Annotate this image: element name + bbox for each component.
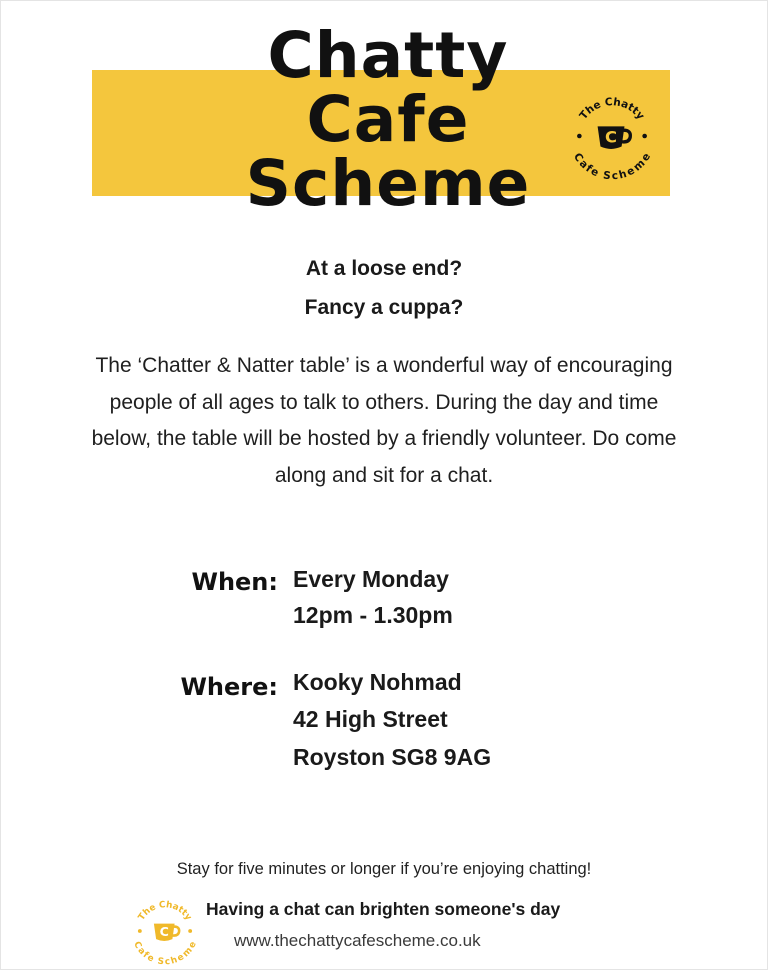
tagline: At a loose end? — [305, 257, 463, 280]
page-title — [200, 19, 576, 220]
cup-icon — [598, 126, 631, 149]
intro-paragraph: The ‘Chatter & Natter table’ is a wonderful way of encouraging people of all ages to talk to others. During the day and time below, the table will be hosted by a friendly volunteer. Do come along and sit for a chat. — [91, 354, 677, 487]
title-line: Scheme — [245, 147, 531, 220]
chatty-cafe-logo-small — [128, 894, 202, 968]
footer-slogan: Having a chat can brighten someone's day — [206, 899, 561, 919]
when-line: Every Monday — [293, 566, 449, 592]
website-link[interactable]: www.thechattycafescheme.co.uk — [234, 931, 481, 950]
cup-icon — [154, 924, 179, 941]
logo-letter: C — [605, 127, 618, 147]
svg-text:The Chatty — [137, 900, 194, 922]
where-line: Kooky Nohmad — [293, 669, 462, 695]
where-label: Where: — [180, 673, 278, 701]
where-line: 42 High Street — [293, 706, 448, 732]
when-line: 12pm - 1.30pm — [293, 602, 453, 628]
chatty-cafe-logo — [564, 88, 660, 184]
svg-text:Cafe Scheme — [131, 940, 199, 967]
logo-text-bottom: Cafe Scheme — [131, 940, 199, 968]
title-line: Cafe — [306, 83, 470, 156]
when-label: When: — [191, 568, 278, 596]
logo-text-bottom: Cafe Scheme — [570, 151, 654, 183]
where-line: Royston SG8 9AG — [293, 744, 492, 770]
title-line: Chatty — [267, 19, 509, 92]
tagline: Fancy a cuppa? — [304, 296, 464, 319]
svg-text:Cafe Scheme — [571, 151, 653, 182]
svg-text:The Chatty — [577, 96, 646, 122]
logo-text-top: The Chatty — [577, 96, 647, 122]
logo-letter: C — [159, 924, 169, 940]
footer-note: Stay for five minutes or longer if you’re enjoying chatting! — [176, 860, 592, 878]
logo-text-top: The Chatty — [136, 900, 194, 923]
